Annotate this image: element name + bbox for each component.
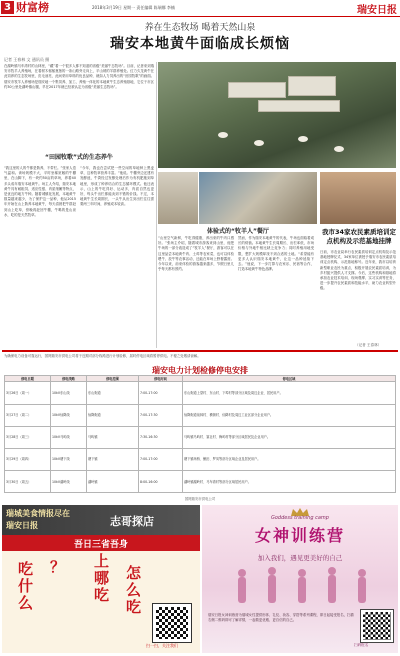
column-header: 停电线路 <box>51 376 87 382</box>
cell-date: 3月29日（周四） <box>5 448 51 470</box>
article-column-2: “今年，我也在尝试把一些空闲的草地种上黑麦草，这种牧草营养丰富。”他说。牛棚旁边还建有发酵池，牛粪经过发酵处理后作为有机肥施到草地里，形成了种养结合的生态循环模式。他还表示，山上的牛吃得好、运动多，肉质自然也更好，每头牛出栏都能卖到不错的价钱。不过，本地黄牛生长周期长，一头牛从出生到出栏往往需要两三年时间，养殖成本较高。 <box>80 166 154 207</box>
cell-line: 10kV塘下线 <box>51 448 87 470</box>
cell-date: 3月30日（周五） <box>5 471 51 493</box>
cell-area: 塘下镇场桥、鲍田、罗凤等部分区域企业及居民用户。 <box>183 448 396 470</box>
cell-line: 10kV湖岭线 <box>51 471 87 493</box>
ad-headline: 瑞安日报 <box>6 521 38 530</box>
ad-question: 吃什么 <box>18 560 34 612</box>
cattle-figure <box>218 132 228 138</box>
section-number: 3 <box>1 1 14 14</box>
qr-code-icon[interactable] <box>360 609 394 643</box>
column-header: 停电日期 <box>5 376 51 382</box>
food-advert[interactable] <box>2 505 200 653</box>
schedule-table <box>4 375 396 493</box>
cell-time: 7:00-17:00 <box>139 382 183 404</box>
cell-date: 3月26日（周一） <box>5 382 51 404</box>
goddess-camp-advert[interactable] <box>202 505 398 653</box>
farm-photo <box>158 62 396 168</box>
article-column-3: “山里空气新鲜，牛吃得健康，养出来的牛肉口感好。”张场主介绍，随着城市游客来到山里，他把牛场的一部分改造成了“牧羊人”餐厅，游客可以在这里品尝本地黄牛肉、土鸡等农家菜，也可以体验喂牛、放牛等农事活动，还能在草场上野餐露营。今年以来，前来体验的游客越来越多，节假日里几乎每天都有预约。 <box>158 236 234 272</box>
table-row <box>5 382 396 404</box>
cattle-photo <box>320 172 396 224</box>
cell-area: 东山街道上望村、东山村、下埠村等部分区域及周边企业、居民用户。 <box>183 382 396 404</box>
cell-range: 东山街道 <box>87 382 139 404</box>
qr-code-icon[interactable] <box>152 603 192 643</box>
cell-area: 马屿镇马屿村、篁社村、梅屿村等部分区域居民及企业用户。 <box>183 426 396 448</box>
cell-range: 塘下镇 <box>87 448 139 470</box>
article-column-4: 然而，作为瑞安本地黄牛的代表，牛场也面临着成长的烦恼。本地黄牛生长周期长、出栏率低，市场价格与外地牛相比缺乏竞争力；同时养殖用地受限，想扩大规模却找不到合适的土地。“希望能有更多人认识瑞安本地黄牛，让这一品种延续下去。”他说，下一步打算与农家乐、民宿等合作，打造本地黄牛特色品牌。 <box>238 236 314 272</box>
column-divider <box>156 62 157 348</box>
section-name: 财富榜 <box>16 1 49 14</box>
ad-brand: 志哥探店 <box>110 515 154 528</box>
ad-scan-text: 扫一扫，关注我们 <box>146 643 178 648</box>
photo-caption: 体验式的“牧羊人”餐厅 <box>207 228 269 235</box>
table-row <box>5 404 396 426</box>
cell-area: 湖岭镇湖岭村、马车湾村等部分区域居民用户。 <box>183 471 396 493</box>
women-silhouette-icon <box>202 565 398 609</box>
ad-headline: 瑞城美食情报尽在 <box>6 509 70 518</box>
article-column-1: “我这里的人的牛都是散养，不带栏。”张家人语气温和。该场规模不大，平时坐稀宽敞的牛棚里，在山脚下，有一块约50亩的草场，养着40多头成年瑞安本地黄牛。场主人介绍，瑞安本地黄牛具有耐粗饲、适应性强、肉质细嫩等特点，是优良的地方牛种。随着城镇化发展，本地黄牛数量越来越少，为了保护这一品种，他从2015年开始在山上散养本地黄牛，每天清晨把牛群赶到山上吃草，傍晚再赶回牛棚，牛喝的是山泉水，吃的是天然牧草。 <box>4 166 76 217</box>
schedule-title: 瑞安电力计划检修停电安排 <box>152 366 248 375</box>
ad-slogan: 吾日三省吾身 <box>73 540 128 550</box>
cell-date: 3月27日（周二） <box>5 404 51 426</box>
cell-line: 10kV东山线 <box>51 382 87 404</box>
ad-question: 上哪吃 <box>94 552 110 604</box>
notice-source: （记者 王春林） <box>355 343 382 347</box>
notice-headline: 我市34家农民素质培训定点机构及示范基地挂牌 <box>321 228 397 245</box>
cattle-figure <box>254 140 264 146</box>
column-header: 停电时间 <box>139 376 183 382</box>
article-kicker: 养在生态牧场 喝着天然山泉 <box>144 23 256 33</box>
ad-title: 女神训练营 <box>254 526 345 545</box>
cattle-figure <box>298 136 308 142</box>
ad-body: 瑞安日报女神训练营为瑞城女性提供形体、礼仪、妆容、穿搭等系列课程，即日起接受报名，扫描右侧二维码即可了解详情，一起做更优雅、更自信的自己。 <box>208 613 354 622</box>
page-header <box>0 0 400 17</box>
cell-range: 马屿镇 <box>87 426 139 448</box>
schedule-intro: 为确保电力设备可靠运行，国网瑞安市供电公司将于近期对部分线路进行计划检修，届时停电区域将暂停供电。不便之处敬请谅解。 <box>4 354 201 358</box>
article-intro: 在湖岭镇马车湾村的山林里，“藏”着一个很多人都不知道的省级“美丽牛态牧场”。目前，记者来到瑞安市牧羊人养殖场，在看树木郁郁葱葱的一条山路旁走向上，平山坡的羊群养殖处。红力久龙黄牛在此饲养的生态牧场里，皮毛油亮，此间采用草料的优良品种，就如人力饲养出的“田园牧歌”的画面。瑞安市牧羊人养殖场是瑞安地一个集饲养、加工、养殖一体化的本地黄牛生态养殖基地，它位于市区约30公里处湖岭镇山腰，早在2017年就已经被认定为省级“美丽生态牧场”。 <box>4 64 154 89</box>
restaurant-photo-2 <box>199 172 317 224</box>
barn-roof <box>228 82 286 98</box>
column-header: 停电范围 <box>87 376 139 382</box>
article-headline: 瑞安本地黄牛面临成长烦恼 <box>110 36 290 52</box>
restaurant-photo-1 <box>158 172 198 224</box>
cell-area: 仙降街道前林村、横街村、仙降村及周边工业区部分企业用户。 <box>183 404 396 426</box>
ad-english-title: Goddess training camp <box>271 515 329 521</box>
article-byline: 记者 王春林 文 通讯员 摄 <box>4 57 50 62</box>
ad-scan-text: 扫码报名 <box>354 643 369 647</box>
newspaper-logo: 瑞安日报 <box>357 5 397 16</box>
cell-time: 7:00-17:00 <box>139 448 183 470</box>
cell-line: 10kV仙降线 <box>51 404 87 426</box>
table-row <box>5 448 396 470</box>
date-line: 2018年3月19日 星期一 责任编辑 陈瑞娜 李楠 <box>92 5 175 10</box>
cell-range: 湖岭镇 <box>87 471 139 493</box>
cattle-figure <box>334 146 344 152</box>
barn-roof <box>288 76 336 96</box>
table-row <box>5 471 396 493</box>
ad-question-mark: ？ <box>50 558 66 576</box>
cell-time: 7:00-17:30 <box>139 404 183 426</box>
subhead-text: “田园牧歌”式的生态养牛 <box>45 154 113 161</box>
cell-time: 7:30-16:30 <box>139 426 183 448</box>
cell-range: 仙降街道 <box>87 404 139 426</box>
column-header: 停电区域 <box>183 376 396 382</box>
cell-time: 8:00-16:00 <box>139 471 183 493</box>
barn-roof <box>258 100 340 112</box>
ad-question: 怎么吃 <box>126 564 142 616</box>
schedule-footer: 国网瑞安市供电公司 <box>184 497 216 501</box>
notice-body: 日前，市农业局举行农民素质培训定点机构及示范基地授牌仪式，34家单位被授予瑞安市农民素质培训定点机构、示范基地称号。近年来，我市以培育新型职业农民为重点，积极开展农民素质培训，为乡村振兴提供人才支撑。今后，这些机构和基地将承担农业技术培训、现场观摩、实习实训等任务，进一步提升农民素质和技能水平，助力农业转型升级。 <box>320 250 396 291</box>
table-row <box>5 426 396 448</box>
ad-slogan: 加入我们，遇见更美好的自己 <box>257 554 343 562</box>
cell-date: 3月28日（周三） <box>5 426 51 448</box>
cell-line: 10kV马屿线 <box>51 426 87 448</box>
subhead-pastoral <box>4 152 154 164</box>
